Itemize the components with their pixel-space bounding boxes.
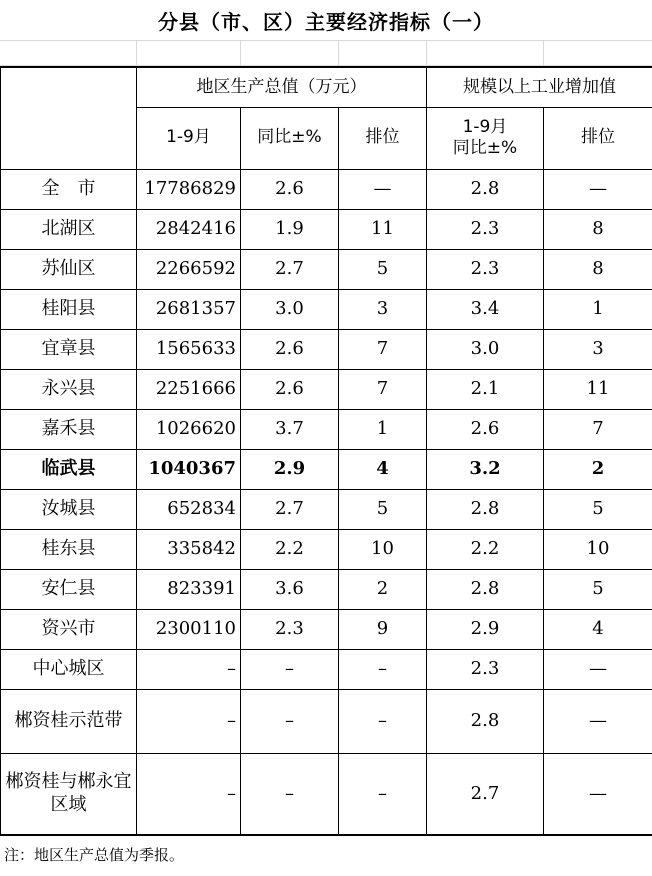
industry-rank-cell: 4	[544, 609, 652, 649]
table-row	[1, 409, 652, 449]
gdp-rank-cell: –	[339, 649, 427, 689]
industry-yoy-cell: 2.8	[427, 489, 544, 529]
table-row	[1, 489, 652, 529]
table-row	[1, 369, 652, 409]
industry-rank-cell: 11	[544, 369, 652, 409]
gdp-yoy-cell: 2.6	[241, 329, 339, 369]
gdp-value-cell: –	[137, 649, 241, 689]
gdp-yoy-cell: 2.6	[241, 169, 339, 209]
industry-rank-cell: 3	[544, 329, 652, 369]
gdp-value-cell: 335842	[137, 529, 241, 569]
gdp-value-cell: –	[137, 689, 241, 753]
name-cell: 资兴市	[1, 609, 137, 649]
industry-rank-cell: —	[544, 649, 652, 689]
gdp-value-cell: 2842416	[137, 209, 241, 249]
table-row	[1, 249, 652, 289]
gdp-value-cell: 1026620	[137, 409, 241, 449]
table-row	[1, 289, 652, 329]
industry-rank-cell: 5	[544, 569, 652, 609]
table-row	[1, 449, 652, 489]
table-row	[1, 329, 652, 369]
industry-rank-cell: 1	[544, 289, 652, 329]
gdp-value-cell: 2251666	[137, 369, 241, 409]
table-row	[1, 209, 652, 249]
gdp-yoy-cell: 2.7	[241, 489, 339, 529]
table-row	[1, 649, 652, 689]
gdp-value-cell: 2300110	[137, 609, 241, 649]
table-row	[1, 569, 652, 609]
industry-rank-cell: 5	[544, 489, 652, 529]
industry-yoy-header: 1-9月 同比±%	[427, 107, 544, 169]
gdp-yoy-header: 同比±%	[241, 107, 339, 169]
industry-group-header: 规模以上工业增加值	[427, 67, 652, 107]
gdp-rank-header: 排位	[339, 107, 427, 169]
industry-rank-cell: 8	[544, 209, 652, 249]
gdp-rank-cell: —	[339, 169, 427, 209]
footnote: 注：地区生产总值为季报。	[4, 846, 185, 864]
industry-rank-cell: —	[544, 753, 652, 835]
gdp-yoy-cell: 1.9	[241, 209, 339, 249]
gdp-rank-cell: 10	[339, 529, 427, 569]
name-cell: 桂阳县	[1, 289, 137, 329]
gdp-yoy-cell: –	[241, 689, 339, 753]
gdp-value-cell: 1040367	[137, 449, 241, 489]
industry-yoy-cell: 2.6	[427, 409, 544, 449]
table-row	[1, 529, 652, 569]
name-cell: 全 市	[1, 169, 137, 209]
industry-yoy-cell: 3.0	[427, 329, 544, 369]
name-cell: 苏仙区	[1, 249, 137, 289]
name-cell: 安仁县	[1, 569, 137, 609]
industry-yoy-cell: 2.2	[427, 529, 544, 569]
gdp-rank-cell: –	[339, 753, 427, 835]
industry-yoy-cell: 2.8	[427, 689, 544, 753]
gdp-rank-cell: 7	[339, 369, 427, 409]
industry-yoy-cell: 2.1	[427, 369, 544, 409]
gdp-yoy-cell: 3.7	[241, 409, 339, 449]
name-cell: 宜章县	[1, 329, 137, 369]
region-header-cell	[1, 67, 137, 169]
name-cell: 永兴县	[1, 369, 137, 409]
industry-rank-cell: 10	[544, 529, 652, 569]
industry-yoy-cell: 2.9	[427, 609, 544, 649]
page-title: 分县（市、区）主要经济指标（一）	[158, 9, 494, 34]
industry-rank-cell: —	[544, 169, 652, 209]
name-cell: 汝城县	[1, 489, 137, 529]
gdp-rank-cell: 4	[339, 449, 427, 489]
industry-rank-header: 排位	[544, 107, 652, 169]
table-row	[1, 169, 652, 209]
gdp-value-cell: 2681357	[137, 289, 241, 329]
industry-yoy-cell: 2.8	[427, 569, 544, 609]
name-cell: 中心城区	[1, 649, 137, 689]
gdp-rank-cell: 7	[339, 329, 427, 369]
name-cell: 临武县	[1, 449, 137, 489]
industry-rank-cell: 7	[544, 409, 652, 449]
gdp-yoy-cell: 2.9	[241, 449, 339, 489]
gdp-rank-cell: 5	[339, 249, 427, 289]
industry-yoy-cell: 2.3	[427, 649, 544, 689]
gdp-rank-cell: 1	[339, 409, 427, 449]
industry-yoy-cell: 2.7	[427, 753, 544, 835]
gdp-value-cell: 17786829	[137, 169, 241, 209]
name-cell: 郴资桂示范带	[1, 689, 137, 753]
gdp-yoy-cell: 3.6	[241, 569, 339, 609]
blank-spreadsheet-row	[0, 40, 652, 66]
gdp-value-cell: 652834	[137, 489, 241, 529]
table-row	[1, 753, 652, 835]
industry-yoy-cell: 2.8	[427, 169, 544, 209]
gdp-yoy-cell: –	[241, 649, 339, 689]
name-cell: 郴资桂与郴永宜区域	[1, 753, 137, 835]
industry-yoy-cell: 3.4	[427, 289, 544, 329]
gdp-rank-cell: 2	[339, 569, 427, 609]
gdp-rank-cell: 11	[339, 209, 427, 249]
gdp-yoy-cell: 2.3	[241, 609, 339, 649]
gdp-value-cell: 2266592	[137, 249, 241, 289]
gdp-value-header: 1-9月	[137, 107, 241, 169]
industry-yoy-cell: 3.2	[427, 449, 544, 489]
name-cell: 北湖区	[1, 209, 137, 249]
gdp-value-cell: –	[137, 753, 241, 835]
gdp-yoy-cell: –	[241, 753, 339, 835]
gdp-yoy-cell: 3.0	[241, 289, 339, 329]
table-row	[1, 609, 652, 649]
industry-rank-cell: —	[544, 689, 652, 753]
industry-yoy-cell: 2.3	[427, 209, 544, 249]
industry-rank-cell: 8	[544, 249, 652, 289]
industry-rank-cell: 2	[544, 449, 652, 489]
economic-indicators-table	[0, 66, 652, 836]
gdp-value-cell: 1565633	[137, 329, 241, 369]
gdp-rank-cell: –	[339, 689, 427, 753]
gdp-yoy-cell: 2.7	[241, 249, 339, 289]
gdp-rank-cell: 3	[339, 289, 427, 329]
gdp-value-cell: 823391	[137, 569, 241, 609]
gdp-yoy-cell: 2.2	[241, 529, 339, 569]
table-row	[1, 689, 652, 753]
name-cell: 嘉禾县	[1, 409, 137, 449]
gdp-group-header: 地区生产总值（万元）	[137, 67, 427, 107]
gdp-yoy-cell: 2.6	[241, 369, 339, 409]
name-cell: 桂东县	[1, 529, 137, 569]
industry-yoy-cell: 2.3	[427, 249, 544, 289]
gdp-rank-cell: 5	[339, 489, 427, 529]
gdp-rank-cell: 9	[339, 609, 427, 649]
